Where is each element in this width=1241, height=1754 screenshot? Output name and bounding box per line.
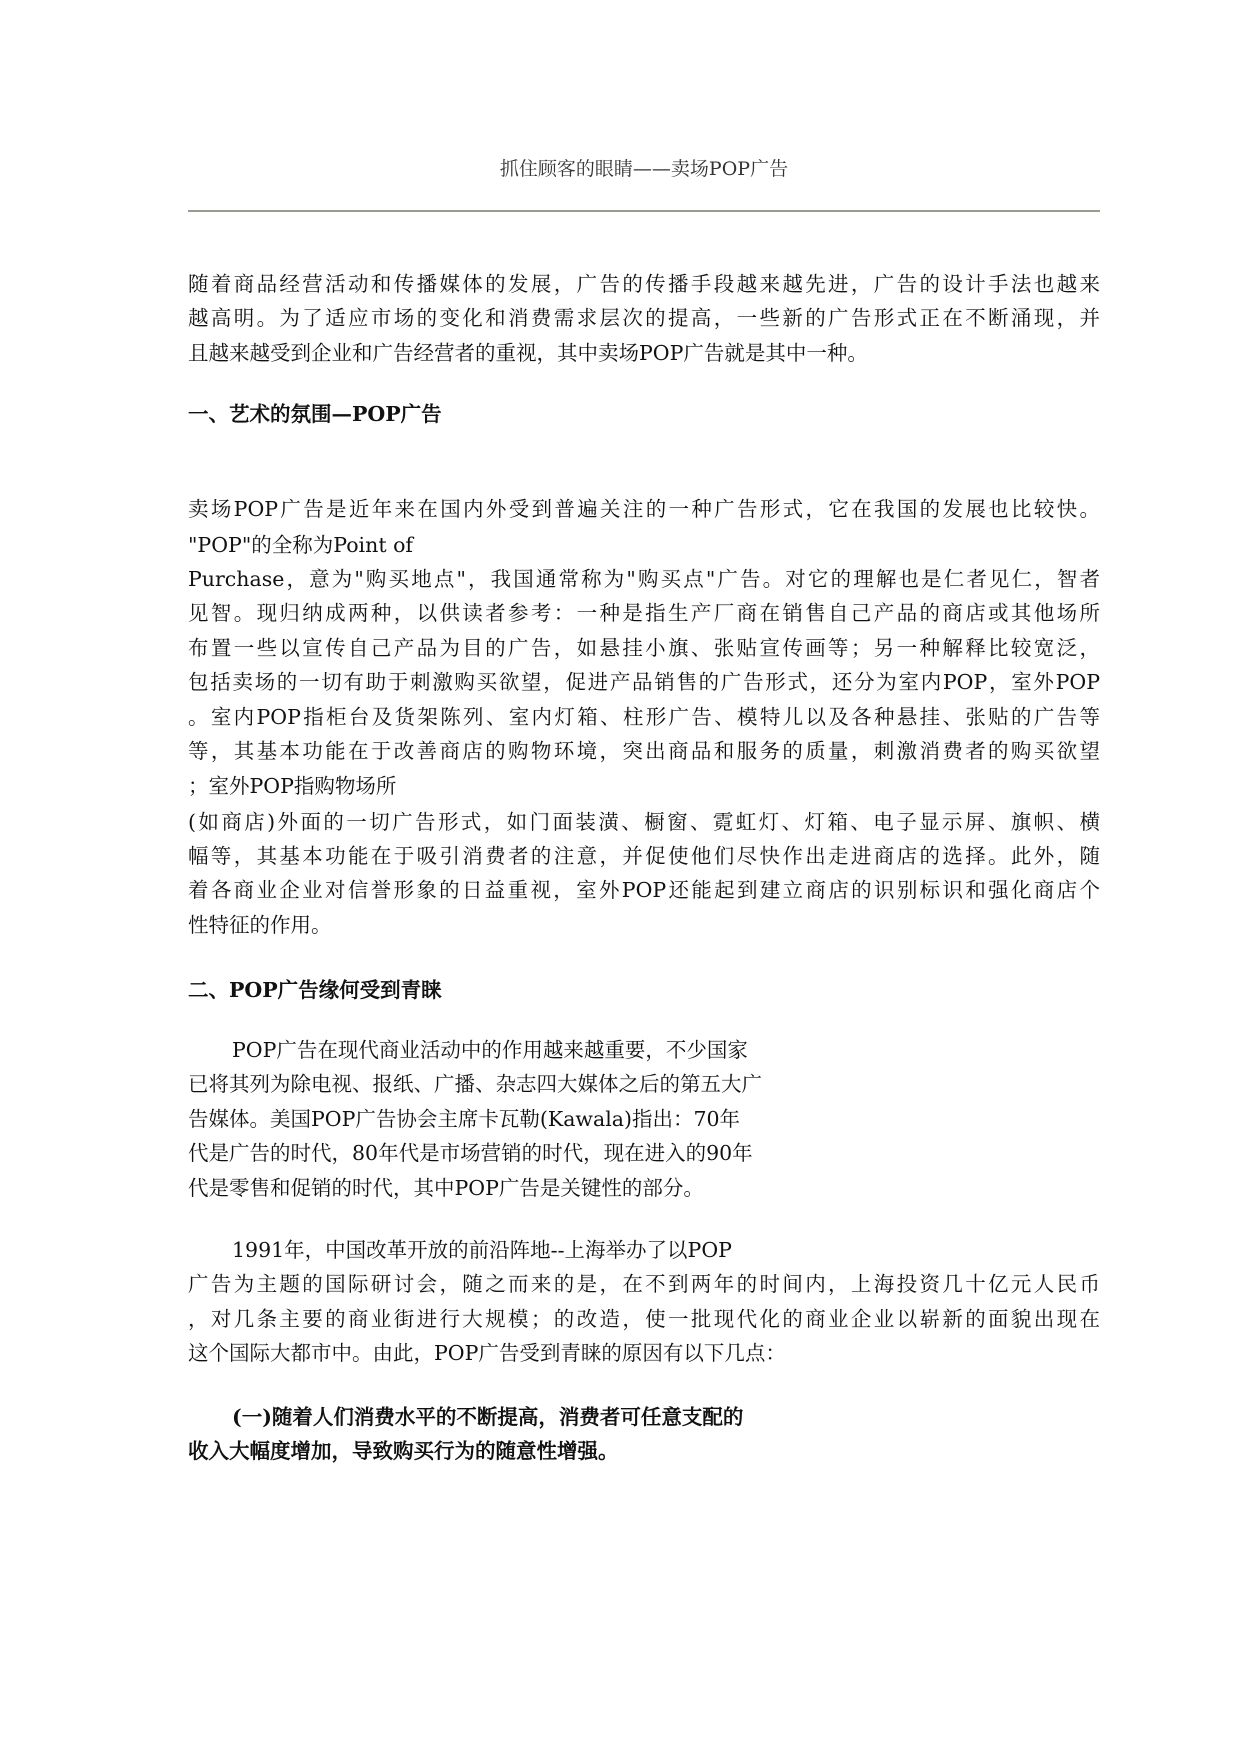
body-line: 见智。现归纳成两种，以供读者参考：一种是指生产厂商在销售自己产品的商店或其他场所 bbox=[188, 601, 1100, 625]
body-line: 这个国际大都市中。由此，POP广告受到青睐的原因有以下几点： bbox=[188, 1341, 786, 1365]
body-line: Purchase，意为"购买地点"，我国通常称为"购买点"广告。对它的理解也是仁者见仁，智者 bbox=[188, 567, 1100, 591]
body-line: 1991年，中国改革开放的前沿阵地--上海举办了以POP bbox=[232, 1238, 732, 1262]
body-line: 。室内POP指柜台及货架陈列、室内灯箱、柱形广告、模特儿以及各种悬挂、张贴的广告等 bbox=[188, 705, 1100, 729]
body-line: 包括卖场的一切有助于刺激购买欲望，促进产品销售的广告形式，还分为室内POP，室外POP bbox=[188, 670, 1100, 694]
body-line: 代是零售和促销的时代，其中POP广告是关键性的部分。 bbox=[188, 1176, 704, 1200]
document-header-title: 抓住顾客的眼睛——卖场POP广告 bbox=[499, 158, 789, 180]
body-line: 等，其基本功能在于改善商店的购物环境，突出商品和服务的质量，刺激消费者的购买欲望 bbox=[188, 739, 1100, 763]
section-heading: 二、POP广告缘何受到青睐 bbox=[188, 978, 442, 1002]
body-line: ；室外POP指购物场所 bbox=[188, 774, 397, 798]
body-line: (如商店)外面的一切广告形式，如门面装潢、橱窗、霓虹灯、灯箱、电子显示屏、旗帜、横 bbox=[188, 810, 1100, 834]
body-line: 卖场POP广告是近年来在国内外受到普遍关注的一种广告形式，它在我国的发展也比较快。 bbox=[188, 497, 1100, 521]
point-heading: 收入大幅度增加，导致购买行为的随意性增强。 bbox=[188, 1439, 619, 1463]
body-line: 广告为主题的国际研讨会，随之而来的是，在不到两年的时间内，上海投资几十亿元人民币 bbox=[188, 1272, 1100, 1296]
body-line: "POP"的全称为Point of bbox=[188, 533, 413, 557]
section-heading: 一、艺术的氛围—POP广告 bbox=[188, 402, 442, 426]
body-line: 代是广告的时代，80年代是市场营销的时代，现在进入的90年 bbox=[188, 1141, 753, 1165]
body-line: ，对几条主要的商业街进行大规模；的改造，使一批现代化的商业企业以崭新的面貌出现在 bbox=[188, 1307, 1100, 1331]
body-line: 已将其列为除电视、报纸、广播、杂志四大媒体之后的第五大广 bbox=[188, 1072, 762, 1096]
body-line: 着各商业企业对信誉形象的日益重视，室外POP还能起到建立商店的识别标识和强化商店个 bbox=[188, 878, 1100, 902]
header-divider bbox=[188, 210, 1100, 212]
intro-line: 越高明。为了适应市场的变化和消费需求层次的提高，一些新的广告形式正在不断涌现，并 bbox=[188, 306, 1100, 330]
point-heading: (一)随着人们消费水平的不断提高，消费者可任意支配的 bbox=[232, 1405, 744, 1429]
body-line: POP广告在现代商业活动中的作用越来越重要，不少国家 bbox=[232, 1038, 748, 1062]
body-line: 性特征的作用。 bbox=[188, 913, 332, 937]
body-line: 幅等，其基本功能在于吸引消费者的注意，并促使他们尽快作出走进商店的选择。此外，随 bbox=[188, 844, 1100, 868]
body-line: 布置一些以宣传自己产品为目的广告，如悬挂小旗、张贴宣传画等；另一种解释比较宽泛， bbox=[188, 636, 1100, 660]
intro-line: 且越来越受到企业和广告经营者的重视，其中卖场POP广告就是其中一种。 bbox=[188, 341, 868, 365]
body-line: 告媒体。美国POP广告协会主席卡瓦勒(Kawala)指出：70年 bbox=[188, 1107, 741, 1131]
intro-line: 随着商品经营活动和传播媒体的发展，广告的传播手段越来越先进，广告的设计手法也越来 bbox=[188, 272, 1100, 296]
